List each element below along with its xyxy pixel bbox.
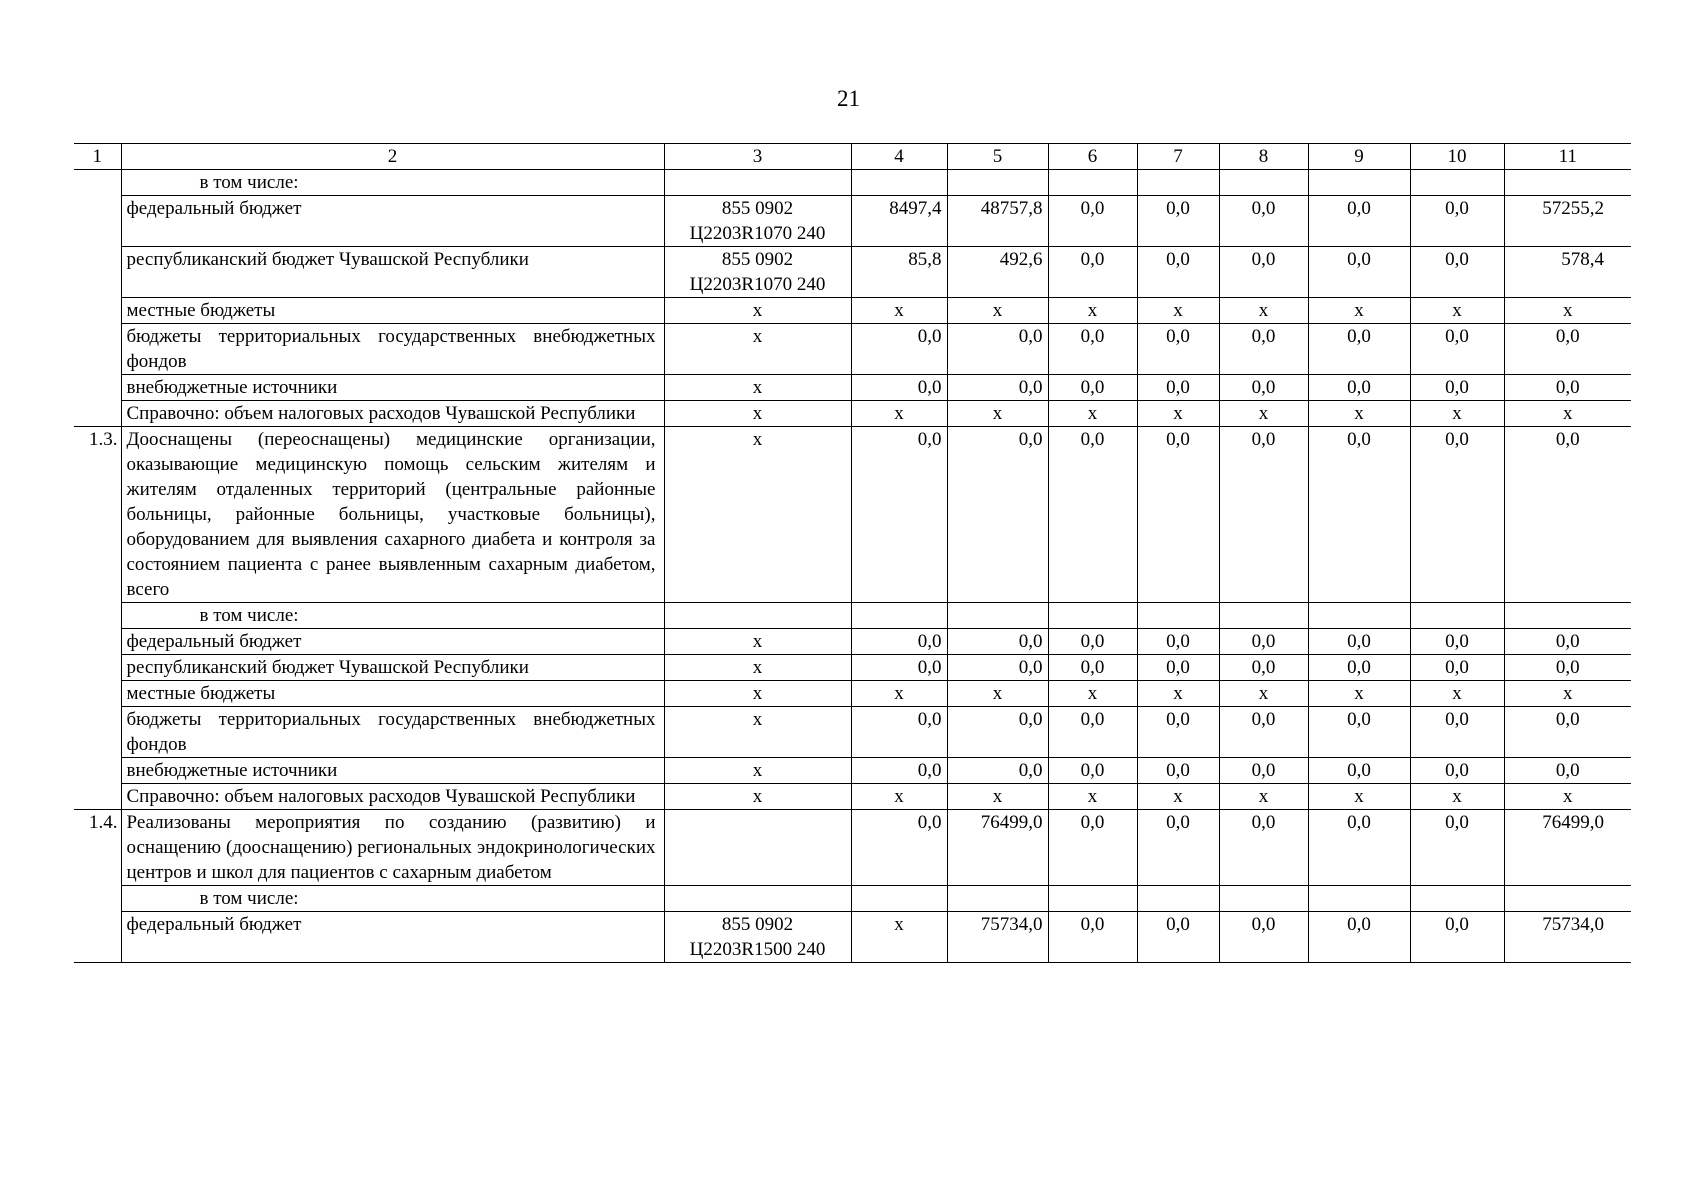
value-col-9: x [1308, 784, 1410, 810]
value-col-9: 0,0 [1308, 810, 1410, 886]
budget-code: x [664, 401, 851, 427]
value-col-9: x [1308, 298, 1410, 324]
value-col-5: 48757,8 [947, 196, 1048, 247]
value-col-4: 0,0 [851, 707, 947, 758]
row-number [74, 629, 121, 655]
row-number [74, 784, 121, 810]
value-col-10: 0,0 [1410, 375, 1504, 401]
budget-code: x [664, 655, 851, 681]
value-col-9: x [1308, 401, 1410, 427]
value-col-4: x [851, 298, 947, 324]
value-col-9: 0,0 [1308, 324, 1410, 375]
value-col-9: 0,0 [1308, 375, 1410, 401]
value-col-11: 0,0 [1504, 427, 1631, 603]
value-col-4: 8497,4 [851, 196, 947, 247]
value-col-10: 0,0 [1410, 247, 1504, 298]
budget-code [664, 170, 851, 196]
value-col-6: 0,0 [1048, 375, 1137, 401]
value-col-11: 0,0 [1504, 629, 1631, 655]
budget-code: 855 0902 Ц2203R1070 240 [664, 196, 851, 247]
header-col-9: 9 [1308, 144, 1410, 170]
value-col-8: 0,0 [1219, 427, 1308, 603]
value-col-11: x [1504, 784, 1631, 810]
value-col-11: x [1504, 401, 1631, 427]
value-col-5: 0,0 [947, 375, 1048, 401]
header-col-7: 7 [1137, 144, 1219, 170]
value-col-6 [1048, 603, 1137, 629]
value-col-10: x [1410, 298, 1504, 324]
value-col-4 [851, 886, 947, 912]
value-col-8: 0,0 [1219, 324, 1308, 375]
value-col-7: 0,0 [1137, 629, 1219, 655]
budget-code: x [664, 375, 851, 401]
value-col-8: x [1219, 681, 1308, 707]
value-col-6: 0,0 [1048, 810, 1137, 886]
value-col-7: 0,0 [1137, 707, 1219, 758]
value-col-8: 0,0 [1219, 912, 1308, 963]
budget-code: x [664, 681, 851, 707]
budget-code: x [664, 427, 851, 603]
value-col-6: 0,0 [1048, 247, 1137, 298]
value-col-6 [1048, 170, 1137, 196]
row-label: республиканский бюджет Чувашской Республики [121, 655, 664, 681]
value-col-4: 0,0 [851, 324, 947, 375]
budget-code: x [664, 707, 851, 758]
row-label: федеральный бюджет [121, 912, 664, 963]
value-col-11: x [1504, 298, 1631, 324]
row-number [74, 247, 121, 298]
value-col-7: 0,0 [1137, 758, 1219, 784]
row-number [74, 401, 121, 427]
value-col-11: 0,0 [1504, 758, 1631, 784]
budget-code: x [664, 758, 851, 784]
value-col-11: 578,4 [1504, 247, 1631, 298]
value-col-6: 0,0 [1048, 324, 1137, 375]
value-col-11: 0,0 [1504, 324, 1631, 375]
value-col-11 [1504, 170, 1631, 196]
value-col-5: 0,0 [947, 707, 1048, 758]
table-row [74, 401, 1631, 427]
value-col-5: x [947, 784, 1048, 810]
value-col-5: 75734,0 [947, 912, 1048, 963]
value-col-7: 0,0 [1137, 810, 1219, 886]
value-col-10: x [1410, 681, 1504, 707]
value-col-7: x [1137, 298, 1219, 324]
budget-code [664, 603, 851, 629]
value-col-6: x [1048, 298, 1137, 324]
value-col-11: 0,0 [1504, 375, 1631, 401]
value-col-8: 0,0 [1219, 196, 1308, 247]
row-label: в том числе: [121, 170, 664, 196]
value-col-8: x [1219, 298, 1308, 324]
table-row [74, 784, 1631, 810]
value-col-9: 0,0 [1308, 912, 1410, 963]
value-col-10: 0,0 [1410, 427, 1504, 603]
value-col-8: 0,0 [1219, 810, 1308, 886]
value-col-4: 0,0 [851, 655, 947, 681]
value-col-9: 0,0 [1308, 655, 1410, 681]
value-col-5 [947, 170, 1048, 196]
row-label: республиканский бюджет Чувашской Республики [121, 247, 664, 298]
value-col-11: 0,0 [1504, 655, 1631, 681]
value-col-6: 0,0 [1048, 707, 1137, 758]
row-label: Справочно: объем налоговых расходов Чувашской Республики [121, 401, 664, 427]
value-col-5: x [947, 401, 1048, 427]
value-col-4: 0,0 [851, 758, 947, 784]
value-col-4: x [851, 401, 947, 427]
value-col-6: x [1048, 784, 1137, 810]
value-col-6: 0,0 [1048, 427, 1137, 603]
value-col-8 [1219, 603, 1308, 629]
value-col-10: x [1410, 401, 1504, 427]
value-col-4 [851, 603, 947, 629]
value-col-5: 0,0 [947, 427, 1048, 603]
value-col-7: 0,0 [1137, 247, 1219, 298]
value-col-4: 0,0 [851, 427, 947, 603]
value-col-6: 0,0 [1048, 655, 1137, 681]
value-col-8: 0,0 [1219, 758, 1308, 784]
value-col-4: 0,0 [851, 810, 947, 886]
value-col-8: 0,0 [1219, 375, 1308, 401]
budget-code [664, 886, 851, 912]
value-col-6: 0,0 [1048, 912, 1137, 963]
row-label: местные бюджеты [121, 298, 664, 324]
table-row [74, 758, 1631, 784]
value-col-6: x [1048, 401, 1137, 427]
value-col-9: x [1308, 681, 1410, 707]
value-col-6 [1048, 886, 1137, 912]
table-row [74, 298, 1631, 324]
row-number [74, 196, 121, 247]
header-row [74, 144, 1631, 170]
value-col-10: 0,0 [1410, 196, 1504, 247]
value-col-5: x [947, 681, 1048, 707]
value-col-11: 0,0 [1504, 707, 1631, 758]
value-col-4: x [851, 784, 947, 810]
value-col-7: 0,0 [1137, 324, 1219, 375]
value-col-8: x [1219, 401, 1308, 427]
value-col-9 [1308, 170, 1410, 196]
value-col-11 [1504, 886, 1631, 912]
value-col-5: 76499,0 [947, 810, 1048, 886]
value-col-9: 0,0 [1308, 427, 1410, 603]
row-label: в том числе: [121, 886, 664, 912]
value-col-7: 0,0 [1137, 196, 1219, 247]
header-col-4: 4 [851, 144, 947, 170]
value-col-8 [1219, 170, 1308, 196]
value-col-10: 0,0 [1410, 655, 1504, 681]
value-col-7 [1137, 886, 1219, 912]
value-col-8: x [1219, 784, 1308, 810]
row-label: Справочно: объем налоговых расходов Чувашской Республики [121, 784, 664, 810]
row-number [74, 655, 121, 681]
budget-code: 855 0902 Ц2203R1070 240 [664, 247, 851, 298]
value-col-5: 0,0 [947, 758, 1048, 784]
header-col-8: 8 [1219, 144, 1308, 170]
value-col-6: 0,0 [1048, 629, 1137, 655]
value-col-10: 0,0 [1410, 912, 1504, 963]
row-label: местные бюджеты [121, 681, 664, 707]
value-col-7: 0,0 [1137, 912, 1219, 963]
value-col-10: 0,0 [1410, 758, 1504, 784]
row-number [74, 603, 121, 629]
page-number: 21 [837, 86, 860, 111]
value-col-5: 0,0 [947, 629, 1048, 655]
value-col-7: 0,0 [1137, 375, 1219, 401]
row-label: Реализованы мероприятия по созданию (развитию) и оснащению (дооснащению) региональных эндокринологических центров и школ для пациентов с сахарным диабетом [121, 810, 664, 886]
value-col-5: 0,0 [947, 324, 1048, 375]
value-col-5: 0,0 [947, 655, 1048, 681]
value-col-10 [1410, 603, 1504, 629]
header-col-1: 1 [74, 144, 121, 170]
row-number [74, 298, 121, 324]
value-col-10 [1410, 170, 1504, 196]
row-number [74, 324, 121, 375]
value-col-4: x [851, 912, 947, 963]
value-col-9: 0,0 [1308, 758, 1410, 784]
budget-table [74, 143, 1631, 963]
value-col-6: 0,0 [1048, 758, 1137, 784]
budget-code: x [664, 784, 851, 810]
value-col-7: 0,0 [1137, 655, 1219, 681]
budget-code [664, 810, 851, 886]
value-col-6: x [1048, 681, 1137, 707]
row-number [74, 886, 121, 912]
value-col-5 [947, 886, 1048, 912]
value-col-7: x [1137, 784, 1219, 810]
row-label: в том числе: [121, 603, 664, 629]
value-col-11: 75734,0 [1504, 912, 1631, 963]
row-label: федеральный бюджет [121, 196, 664, 247]
value-col-4: 0,0 [851, 629, 947, 655]
budget-code: x [664, 298, 851, 324]
header-col-11: 11 [1504, 144, 1631, 170]
row-label: внебюджетные источники [121, 375, 664, 401]
table-row [74, 629, 1631, 655]
table-row [74, 886, 1631, 912]
row-label: внебюджетные источники [121, 758, 664, 784]
value-col-9: 0,0 [1308, 247, 1410, 298]
table-row [74, 247, 1631, 298]
row-label: бюджеты территориальных государственных внебюджетных фондов [121, 324, 664, 375]
table-row [74, 196, 1631, 247]
value-col-8: 0,0 [1219, 707, 1308, 758]
row-number [74, 170, 121, 196]
value-col-10: 0,0 [1410, 324, 1504, 375]
value-col-5 [947, 603, 1048, 629]
value-col-10: 0,0 [1410, 707, 1504, 758]
value-col-9: 0,0 [1308, 196, 1410, 247]
row-label: Дооснащены (переоснащены) медицинские организации, оказывающие медицинскую помощь сельским жителям и жителям отдаленных территорий (центральные районные больницы, районные больницы, участковые больницы), оборудованием для выявления сахарного диабета и контроля за состоянием пациента с ранее выявленным сахарным диабетом, всего [121, 427, 664, 603]
table-row [74, 912, 1631, 963]
value-col-4 [851, 170, 947, 196]
value-col-7: x [1137, 401, 1219, 427]
value-col-8: 0,0 [1219, 629, 1308, 655]
value-col-7 [1137, 170, 1219, 196]
value-col-10 [1410, 886, 1504, 912]
value-col-11 [1504, 603, 1631, 629]
value-col-11: 76499,0 [1504, 810, 1631, 886]
table-row [74, 603, 1631, 629]
value-col-4: 0,0 [851, 375, 947, 401]
value-col-8: 0,0 [1219, 655, 1308, 681]
row-number: 1.3. [74, 427, 121, 603]
budget-code: x [664, 324, 851, 375]
row-label: бюджеты территориальных государственных внебюджетных фондов [121, 707, 664, 758]
value-col-9 [1308, 603, 1410, 629]
table-row [74, 681, 1631, 707]
value-col-10: 0,0 [1410, 810, 1504, 886]
value-col-7: x [1137, 681, 1219, 707]
value-col-9: 0,0 [1308, 629, 1410, 655]
row-number: 1.4. [74, 810, 121, 886]
value-col-5: 492,6 [947, 247, 1048, 298]
header-col-10: 10 [1410, 144, 1504, 170]
row-number [74, 912, 121, 963]
value-col-9 [1308, 886, 1410, 912]
value-col-7 [1137, 603, 1219, 629]
header-col-6: 6 [1048, 144, 1137, 170]
value-col-11: x [1504, 681, 1631, 707]
header-col-2: 2 [121, 144, 664, 170]
value-col-7: 0,0 [1137, 427, 1219, 603]
table-row [74, 655, 1631, 681]
value-col-5: x [947, 298, 1048, 324]
row-number [74, 375, 121, 401]
table-row [74, 810, 1631, 886]
budget-code: x [664, 629, 851, 655]
row-number [74, 707, 121, 758]
value-col-11: 57255,2 [1504, 196, 1631, 247]
value-col-4: x [851, 681, 947, 707]
value-col-8 [1219, 886, 1308, 912]
table-row [74, 324, 1631, 375]
header-col-3: 3 [664, 144, 851, 170]
table-row [74, 707, 1631, 758]
value-col-6: 0,0 [1048, 196, 1137, 247]
table-row [74, 427, 1631, 603]
value-col-10: x [1410, 784, 1504, 810]
value-col-8: 0,0 [1219, 247, 1308, 298]
table-row [74, 170, 1631, 196]
value-col-4: 85,8 [851, 247, 947, 298]
row-label: федеральный бюджет [121, 629, 664, 655]
row-number [74, 681, 121, 707]
value-col-10: 0,0 [1410, 629, 1504, 655]
header-col-5: 5 [947, 144, 1048, 170]
budget-code: 855 0902 Ц2203R1500 240 [664, 912, 851, 963]
value-col-9: 0,0 [1308, 707, 1410, 758]
row-number [74, 758, 121, 784]
table-row [74, 375, 1631, 401]
